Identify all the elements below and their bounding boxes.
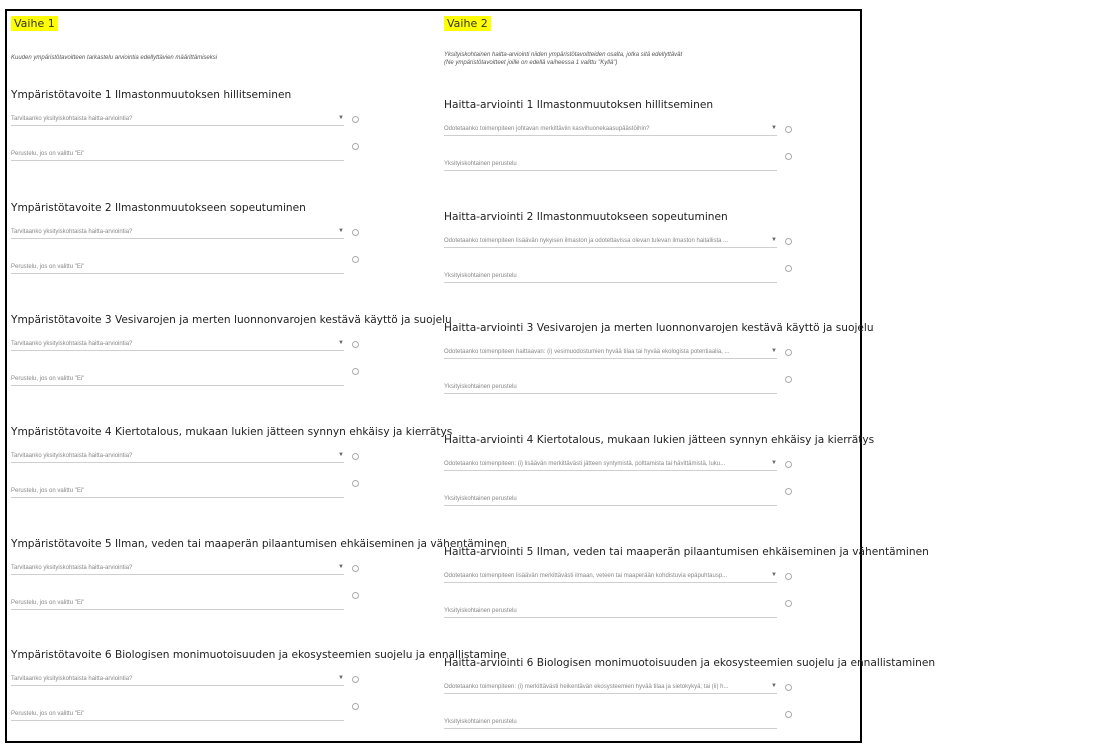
justification-placeholder: Perustelu, jos on valittu "Ei" — [11, 151, 85, 157]
caret-down-icon[interactable]: ▼ — [338, 675, 344, 681]
field-underline — [444, 470, 777, 471]
help-circle-icon[interactable] — [352, 116, 359, 123]
section-title: Ympäristötavoite 3 Vesivarojen ja merten luonnonvarojen kestävä käyttö ja suojelu — [11, 314, 452, 326]
phase1-select-4[interactable] — [11, 445, 344, 463]
section-title: Ympäristötavoite 2 Ilmastonmuutokseen sopeutuminen — [11, 202, 306, 214]
help-circle-icon[interactable] — [785, 684, 792, 691]
select-placeholder: Tarvitaanko yksityiskohtaista haitta-arviointia? — [11, 453, 133, 459]
justification-placeholder: Yksityiskohtainen perustelu — [444, 608, 517, 614]
field-underline — [444, 393, 777, 394]
justification-placeholder: Yksityiskohtainen perustelu — [444, 161, 517, 167]
help-circle-icon[interactable] — [352, 143, 359, 150]
phase2-select-2[interactable] — [444, 230, 777, 248]
field-underline — [11, 160, 344, 161]
select-placeholder: Odotetaanko toimenpiteen johtavan merkittäviin kasvihuonekaasupäästöihin? — [444, 126, 650, 132]
phase1-select-3[interactable] — [11, 333, 344, 351]
phase2-justification-6[interactable] — [444, 711, 777, 729]
help-circle-icon[interactable] — [352, 480, 359, 487]
phase1-justification-4[interactable] — [11, 480, 344, 498]
justification-placeholder: Yksityiskohtainen perustelu — [444, 384, 517, 390]
select-placeholder: Odotetaanko toimenpiteen: (i) lisäävän merkittävästi jätteen syntymistä, polttamista tai hävittämistä, luku... — [444, 461, 726, 467]
field-underline — [444, 170, 777, 171]
select-placeholder: Odotetaanko toimenpiteen lisäävän merkittävästi ilmaan, veteen tai maaperään kohdistuvia epäpuhtausp... — [444, 573, 728, 579]
phase1-select-5[interactable] — [11, 557, 344, 575]
help-circle-icon[interactable] — [352, 565, 359, 572]
phase2-select-4[interactable] — [444, 453, 777, 471]
caret-down-icon[interactable]: ▼ — [771, 572, 777, 578]
help-circle-icon[interactable] — [785, 488, 792, 495]
help-circle-icon[interactable] — [352, 256, 359, 263]
caret-down-icon[interactable]: ▼ — [338, 115, 344, 121]
caret-down-icon[interactable]: ▼ — [771, 683, 777, 689]
caret-down-icon[interactable]: ▼ — [338, 228, 344, 234]
help-circle-icon[interactable] — [785, 711, 792, 718]
help-circle-icon[interactable] — [785, 573, 792, 580]
section-title: Haitta-arviointi 5 Ilman, veden tai maaperän pilaantumisen ehkäiseminen ja vähentäminen — [444, 546, 929, 558]
field-underline — [11, 685, 344, 686]
field-underline — [11, 720, 344, 721]
section-title: Ympäristötavoite 4 Kiertotalous, mukaan lukien jätteen synnyn ehkäisy ja kierrätys — [11, 426, 453, 438]
help-circle-icon[interactable] — [352, 592, 359, 599]
caret-down-icon[interactable]: ▼ — [338, 340, 344, 346]
field-underline — [444, 135, 777, 136]
field-underline — [11, 462, 344, 463]
section-title: Ympäristötavoite 5 Ilman, veden tai maaperän pilaantumisen ehkäiseminen ja vähentäminen — [11, 538, 507, 550]
phase1-intro: Kuuden ympäristötavoitteen tarkastelu arviointia edellyttävien määrittämiseksi — [11, 55, 218, 61]
phase2-intro-line1: Yksityiskohtainen haitta-arviointi niiden ympäristötavoitteiden osalta, jotka sitä edellyttävät — [444, 52, 683, 58]
section-title: Haitta-arviointi 2 Ilmastonmuutokseen sopeutuminen — [444, 211, 728, 223]
help-circle-icon[interactable] — [352, 703, 359, 710]
justification-placeholder: Yksityiskohtainen perustelu — [444, 496, 517, 502]
justification-placeholder: Perustelu, jos on valittu "Ei" — [11, 488, 85, 494]
phase2-select-5[interactable] — [444, 565, 777, 583]
field-underline — [444, 358, 777, 359]
section-title: Ympäristötavoite 6 Biologisen monimuotoisuuden ja ekosysteemien suojelu ja ennallistamine — [11, 649, 507, 661]
phase1-select-2[interactable] — [11, 221, 344, 239]
field-underline — [11, 238, 344, 239]
phase1-justification-1[interactable] — [11, 143, 344, 161]
justification-placeholder: Yksityiskohtainen perustelu — [444, 273, 517, 279]
phase2-justification-2[interactable] — [444, 265, 777, 283]
select-placeholder: Odotetaanko toimenpiteen lisäävän nykyisen ilmaston ja odotettavissa olevan tulevan ilmaston haitallista ... — [444, 238, 729, 244]
field-underline — [444, 505, 777, 506]
phase1-justification-2[interactable] — [11, 256, 344, 274]
field-underline — [444, 582, 777, 583]
phase2-select-1[interactable] — [444, 118, 777, 136]
phase1-select-6[interactable] — [11, 668, 344, 686]
field-underline — [444, 617, 777, 618]
phase2-label: Vaihe 2 — [444, 16, 491, 31]
section-title: Haitta-arviointi 6 Biologisen monimuotoisuuden ja ekosysteemien suojelu ja ennallistaminen — [444, 657, 936, 669]
phase2-justification-5[interactable] — [444, 600, 777, 618]
select-placeholder: Odotetaanko toimenpiteen: (i) merkittävästi heikentävän ekosysteemien hyvää tilaa ja sietokykyä; tai (ii) h... — [444, 684, 729, 690]
field-underline — [11, 609, 344, 610]
justification-placeholder: Perustelu, jos on valittu "Ei" — [11, 376, 85, 382]
phase1-label: Vaihe 1 — [11, 16, 58, 31]
caret-down-icon[interactable]: ▼ — [338, 564, 344, 570]
caret-down-icon[interactable]: ▼ — [338, 452, 344, 458]
help-circle-icon[interactable] — [352, 453, 359, 460]
help-circle-icon[interactable] — [785, 461, 792, 468]
phase2-intro-line2: (Ne ympäristötavoitteet joille on edellä vaiheessa 1 valittu "Kyllä") — [444, 60, 618, 66]
help-circle-icon[interactable] — [785, 349, 792, 356]
phase2-select-6[interactable] — [444, 676, 777, 694]
phase2-justification-3[interactable] — [444, 376, 777, 394]
help-circle-icon[interactable] — [785, 153, 792, 160]
help-circle-icon[interactable] — [352, 676, 359, 683]
section-title: Haitta-arviointi 4 Kiertotalous, mukaan lukien jätteen synnyn ehkäisy ja kierrätys — [444, 434, 875, 446]
phase1-justification-6[interactable] — [11, 703, 344, 721]
field-underline — [444, 728, 777, 729]
phase1-select-1[interactable] — [11, 108, 344, 126]
field-underline — [11, 350, 344, 351]
form-frame — [5, 9, 936, 743]
phase1-justification-5[interactable] — [11, 592, 344, 610]
phase2-select-3[interactable] — [444, 341, 777, 359]
phase2-justification-4[interactable] — [444, 488, 777, 506]
field-underline — [11, 574, 344, 575]
justification-placeholder: Perustelu, jos on valittu "Ei" — [11, 264, 85, 270]
help-circle-icon[interactable] — [785, 126, 792, 133]
field-underline — [444, 247, 777, 248]
section-title: Haitta-arviointi 1 Ilmastonmuutoksen hillitseminen — [444, 99, 714, 111]
help-circle-icon[interactable] — [352, 341, 359, 348]
select-placeholder: Odotetaanko toimenpiteen haittaavan: (i) vesimuodostumien hyvää tilaa tai hyvää ekologista potentiaalia, ... — [444, 349, 730, 355]
phase2-justification-1[interactable] — [444, 153, 777, 171]
help-circle-icon[interactable] — [785, 376, 792, 383]
select-placeholder: Tarvitaanko yksityiskohtaista haitta-arviointia? — [11, 341, 133, 347]
caret-down-icon[interactable]: ▼ — [771, 237, 777, 243]
section-title: Haitta-arviointi 3 Vesivarojen ja merten luonnonvarojen kestävä käyttö ja suojelu — [444, 322, 874, 334]
help-circle-icon[interactable] — [352, 229, 359, 236]
select-placeholder: Tarvitaanko yksityiskohtaista haitta-arviointia? — [11, 116, 133, 122]
field-underline — [444, 693, 777, 694]
caret-down-icon[interactable]: ▼ — [771, 125, 777, 131]
field-underline — [11, 125, 344, 126]
help-circle-icon[interactable] — [785, 238, 792, 245]
help-circle-icon[interactable] — [785, 600, 792, 607]
field-underline — [11, 273, 344, 274]
justification-placeholder: Perustelu, jos on valittu "Ei" — [11, 711, 85, 717]
select-placeholder: Tarvitaanko yksityiskohtaista haitta-arviointia? — [11, 565, 133, 571]
caret-down-icon[interactable]: ▼ — [771, 348, 777, 354]
field-underline — [11, 497, 344, 498]
select-placeholder: Tarvitaanko yksityiskohtaista haitta-arviointia? — [11, 676, 133, 682]
justification-placeholder: Yksityiskohtainen perustelu — [444, 719, 517, 725]
help-circle-icon[interactable] — [785, 265, 792, 272]
justification-placeholder: Perustelu, jos on valittu "Ei" — [11, 600, 85, 606]
phase1-justification-3[interactable] — [11, 368, 344, 386]
caret-down-icon[interactable]: ▼ — [771, 460, 777, 466]
section-title: Ympäristötavoite 1 Ilmastonmuutoksen hillitseminen — [11, 89, 292, 101]
field-underline — [444, 282, 777, 283]
help-circle-icon[interactable] — [352, 368, 359, 375]
field-underline — [11, 385, 344, 386]
select-placeholder: Tarvitaanko yksityiskohtaista haitta-arviointia? — [11, 229, 133, 235]
